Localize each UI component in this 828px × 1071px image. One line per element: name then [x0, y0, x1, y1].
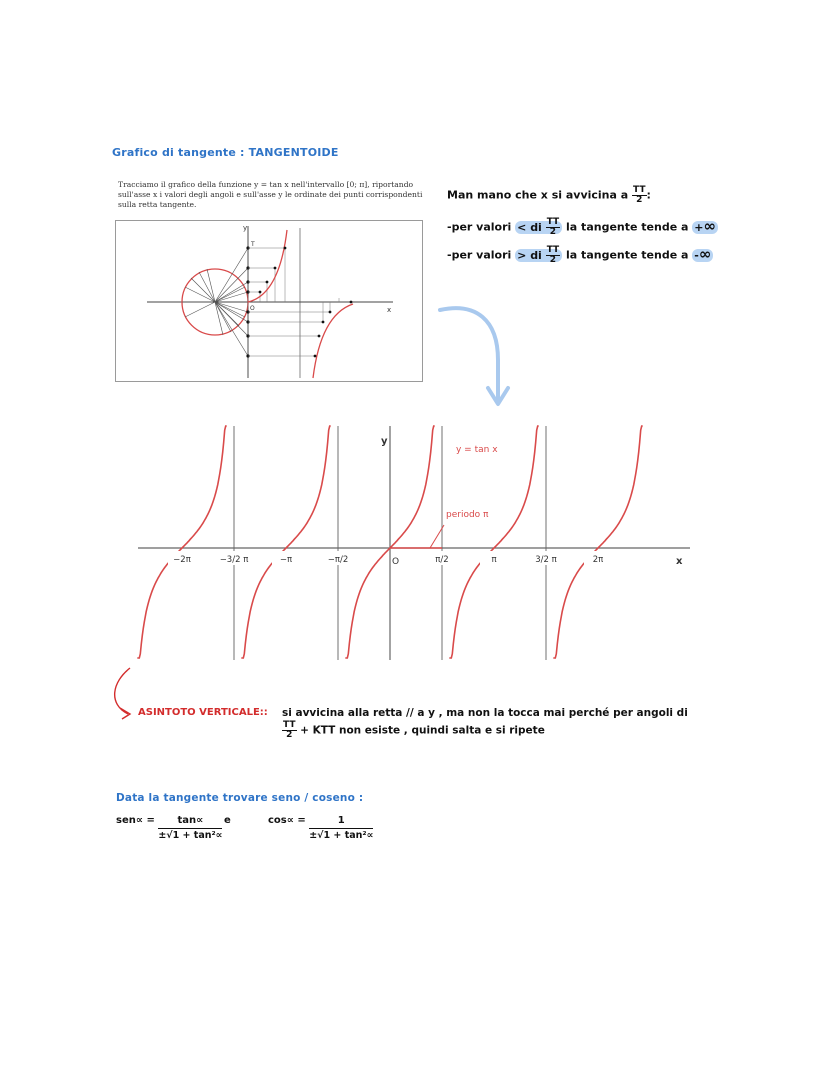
formulas-title: Data la tangente trovare seno / coseno :: [116, 792, 364, 804]
note-intro-text: Man mano che x si avvicina a: [447, 188, 629, 202]
book-paragraph: Tracciamo il grafico della funzione y = tan x nell'intervallo [0; π], riportando sull'asse x i valori degli angoli e sull'asse y le ordinate dei punti corrispondenti sulla retta tangente.: [118, 180, 423, 209]
small-t-label: T: [251, 241, 255, 248]
tick-label: π/2: [435, 555, 449, 565]
main-y-label: y: [381, 436, 388, 447]
tan-branch-5: [553, 426, 642, 658]
function-label: y = tan x: [456, 445, 498, 455]
asymptote-text: si avvicina alla retta // a y , ma non la tocca mai perché per angoli di $\frac{TT}{2}$ + KTT non esiste , quindi salta e si ripete: [282, 707, 688, 740]
tick-label: 3/2 π: [535, 555, 557, 565]
asymptote-label: ASINTOTO VERTICALE::: [138, 707, 268, 718]
tick-label: π: [491, 555, 497, 565]
main-tangent-graph: [130, 420, 700, 660]
note-intro-fraction: $\frac{TT}{2}$: [633, 185, 646, 205]
main-x-label: x: [676, 556, 683, 567]
tick-label: −π: [279, 555, 293, 565]
sine-formula: sen∝ = $\frac{\tan\propto}{\text{±√1 + tan²∝}}$: [116, 815, 223, 841]
small-y-label: y: [243, 224, 248, 232]
small-tangent-figure: [115, 220, 423, 382]
note-intro: Man mano che x si avvicina a $\frac{TT}{2}$ :: [447, 185, 651, 205]
period-label: periodo π: [446, 510, 489, 520]
small-x-label: x: [387, 306, 392, 314]
tick-label: −3/2 π: [219, 555, 249, 565]
tick-label: −2π: [173, 555, 191, 565]
note-line-plus: -per valori < di $\frac{TT}{2}$ la tangente tende a +∞: [447, 216, 716, 237]
main-origin-label: O: [392, 557, 400, 567]
tan-branch-1: [137, 426, 226, 658]
figure-frame: [116, 221, 423, 382]
red-curved-arrow: [106, 664, 140, 720]
cosine-formula: cos∝ = $\frac{1}{\text{±√1 + tan²∝}}$: [268, 815, 374, 841]
and-word: e: [224, 815, 231, 826]
tan-branch-4: [449, 426, 538, 658]
blue-arrow: [436, 300, 516, 412]
tick-label: 2π: [592, 555, 604, 565]
tick-label: −π/2: [327, 555, 349, 565]
note-line-minus: -per valori > di $\frac{TT}{2}$ la tangente tende a -∞: [447, 244, 712, 265]
section-title: Grafico di tangente : TANGENTOIDE: [112, 146, 339, 159]
small-origin-label: O: [250, 305, 255, 312]
tan-branch-2: [241, 426, 330, 658]
